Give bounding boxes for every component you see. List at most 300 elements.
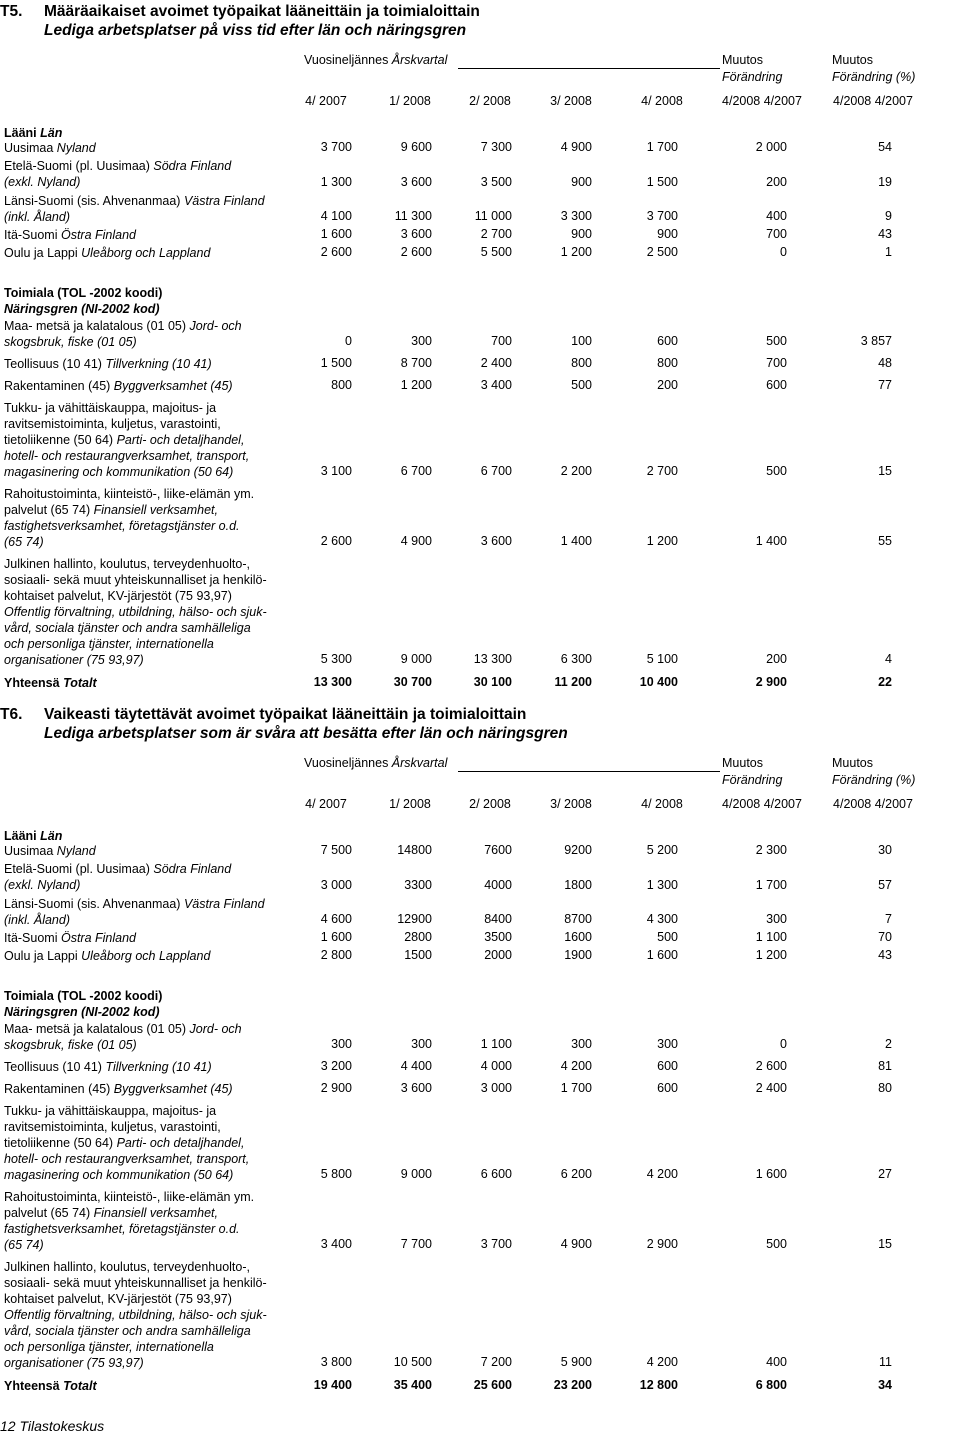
region-row-2-label-fi: Etelä-Suomi (pl. Uusimaa): [4, 159, 154, 173]
header-change-pct-sv: Förändring (%): [832, 70, 916, 84]
region-row-2-col4: 900: [571, 174, 592, 189]
region-row-5-label: [4, 948, 294, 964]
region-row-3-col2: 12900: [397, 912, 432, 926]
industry-row-2-col7: 81: [878, 1059, 892, 1073]
region-row-4-col7: 70: [878, 930, 892, 944]
industry-row-3-col3: 3 400: [480, 378, 512, 392]
region-row-4-col3: 3500: [484, 930, 512, 944]
industry-row-6-label-line: [4, 588, 294, 604]
region-row-1-col4: 4 900: [560, 140, 592, 154]
total-row-col2: 35 400: [393, 1378, 432, 1392]
region-row-1-col1: 3 700: [320, 140, 352, 154]
industry-row-1-label-line: [4, 334, 294, 350]
industry-row-6-col1: 5 300: [320, 652, 352, 666]
industry-row-4-label-line: [4, 432, 294, 448]
industry-row-6-label-sv: och personliga tjänster, internationella: [4, 637, 214, 651]
industry-row-5-label-sv: fastighetsverksamhet, företagstjänster o.d.: [4, 519, 240, 533]
industry-row-5-label-line: [4, 1237, 294, 1253]
region-row-2-col7: 19: [878, 174, 892, 189]
industry-row-5-label-fi: palvelut (65 74): [4, 1206, 94, 1220]
industry-row-3-label-line: [4, 1081, 294, 1097]
industry-row-5-label-line: [4, 502, 294, 518]
region-row-3-label-line: [4, 896, 294, 912]
industry-row-2-col3: 2 400: [480, 356, 512, 370]
region-row-3-label: [4, 193, 294, 225]
industry-row-6-label-sv: vård, sociala tjänster och andra samhälleliga: [4, 621, 251, 635]
column-header-1: 4/ 2007: [305, 94, 347, 108]
industry-row-1-col6: 500: [766, 334, 787, 348]
industry-row-5-col6: 500: [766, 1237, 787, 1251]
region-row-2-col4: 1800: [564, 877, 592, 892]
industry-row-5-label-sv: (65 74): [4, 535, 44, 549]
total-fi: Yhteensä: [4, 1379, 64, 1393]
industry-row-2-col5: 600: [657, 1059, 678, 1073]
industry-row-5-label-line: [4, 518, 294, 534]
region-row-1-label-line: [4, 140, 294, 156]
region-row-4-col3: 2 700: [480, 227, 512, 241]
region-row-3-label-fi: Länsi-Suomi (sis. Ahvenanmaa): [4, 193, 184, 208]
region-row-1-label-fi: Uusimaa: [4, 141, 57, 155]
region-row-4-col6: 700: [766, 227, 787, 241]
industry-row-6-label-line: [4, 1339, 294, 1355]
industry-row-6-label-fi: kohtaiset palvelut, KV-järjestöt (75 93,97): [4, 1292, 232, 1306]
region-row-5-col2: 2 600: [400, 245, 432, 259]
industry-row-6-label-line: [4, 1259, 294, 1275]
industry-row-4-col6: 500: [766, 464, 787, 478]
table-number: T5.: [0, 3, 23, 20]
region-row-3-col4: 3 300: [560, 209, 592, 223]
region-row-1-label: [4, 843, 294, 859]
region-row-1-col3: 7600: [484, 843, 512, 857]
region-row-4-col1: 1 600: [320, 930, 352, 944]
region-row-2-label-line: [4, 877, 294, 893]
industry-row-5-label-line: [4, 486, 294, 502]
region-row-5-col5: 1 600: [646, 948, 678, 962]
industry-row-6-col7: 11: [879, 1355, 892, 1369]
industry-row-5-col3: 3 700: [480, 1237, 512, 1251]
industry-row-5-label-line: [4, 534, 294, 550]
industry-row-1-label-sv: skogsbruk, fiske (01 05): [4, 335, 137, 349]
region-row-2-label-sv: Södra Finland: [153, 159, 232, 173]
industry-row-5-label-sv: (65 74): [4, 1238, 44, 1252]
region-row-4-col2: 2800: [404, 930, 432, 944]
region-row-3-col1: 4 600: [320, 912, 352, 926]
region-row-4-col1: 1 600: [320, 227, 352, 241]
table-t6: [0, 703, 960, 1403]
region-row-5-label-line: [4, 245, 294, 261]
industry-row-6-label-fi: kohtaiset palvelut, KV-järjestöt (75 93,97): [4, 589, 232, 603]
total-row-col6: 6 800: [755, 1378, 787, 1392]
industry-row-5-col1: 2 600: [320, 534, 352, 548]
header-change-pct-fi: Muutos: [832, 53, 873, 67]
industry-row-4-label-line: [4, 448, 294, 464]
region-row-1-col2: 9 600: [400, 140, 432, 154]
industry-row-4-label-line: [4, 1103, 294, 1119]
industry-row-1-col3: 1 100: [480, 1037, 512, 1051]
column-header-5: 4/ 2008: [641, 797, 683, 811]
industry-row-4-label-line: [4, 400, 294, 416]
header-change-sv: Förändring: [722, 773, 783, 787]
region-row-2-label: [4, 861, 294, 893]
industry-row-3-label-sv: Byggverksamhet (45): [113, 1082, 233, 1096]
industry-row-4-label-line: [4, 1119, 294, 1135]
total-row-col3: 25 600: [473, 1378, 512, 1392]
industry-row-4-label-fi: tietoliikenne (50 64): [4, 433, 117, 447]
industry-row-4-label-sv: Parti- och detaljhandel,: [116, 1136, 245, 1150]
industry-row-1-col7: 2: [885, 1037, 892, 1051]
region-row-5-col5: 2 500: [646, 245, 678, 259]
section-regions-sv: Län: [40, 829, 63, 843]
industry-row-4-label-line: [4, 1135, 294, 1151]
industry-row-3-col6: 600: [766, 378, 787, 392]
industry-row-2-col6: 700: [766, 356, 787, 370]
total-row-col4: 11 200: [554, 675, 592, 689]
industry-row-6-col2: 9 000: [400, 652, 432, 666]
region-row-2-col1: 1 300: [320, 174, 352, 189]
industry-row-3-label-sv: Byggverksamhet (45): [113, 379, 233, 393]
total-row-col7: 22: [878, 675, 892, 689]
industry-row-4-label-line: [4, 1151, 294, 1167]
region-row-1-col6: 2 300: [755, 843, 787, 857]
total-row-col7: 34: [878, 1378, 892, 1392]
industry-row-3-label: [4, 378, 294, 394]
industry-row-4-label: [4, 400, 294, 480]
region-row-3-col1: 4 100: [320, 209, 352, 223]
header-period-group: [304, 53, 447, 67]
region-row-5-label-line: [4, 948, 294, 964]
region-row-5-col3: 5 500: [480, 245, 512, 259]
industry-row-5-label-sv: fastighetsverksamhet, företagstjänster o.d.: [4, 1222, 240, 1236]
industry-row-5-col5: 2 900: [646, 1237, 678, 1251]
table-subtitle: Lediga arbetsplatser på viss tid efter län och näringsgren: [44, 22, 467, 39]
industry-row-1-col1: 0: [345, 334, 352, 348]
industry-row-3-col6: 2 400: [755, 1081, 787, 1095]
industry-row-4-col7: 15: [878, 464, 892, 478]
section-regions-fi: Lääni: [4, 829, 41, 843]
column-header-2: 1/ 2008: [389, 797, 431, 811]
industry-row-1-label-sv: Jord- och: [189, 319, 242, 333]
region-row-2-label: [4, 158, 294, 190]
industry-row-2-label-sv: Tillverkning (10 41): [105, 357, 212, 371]
industry-row-4-col4: 6 200: [560, 1167, 592, 1181]
region-row-5-label-sv: Uleåborg och Lappland: [81, 246, 211, 260]
region-row-2-col2: 3300: [404, 877, 432, 892]
section-regions-fi: Lääni: [4, 126, 41, 140]
industry-row-4-col4: 2 200: [560, 464, 592, 478]
industry-row-3-col5: 600: [657, 1081, 678, 1095]
section-industries-sv: Näringsgren (NI-2002 kod): [4, 1005, 160, 1019]
industry-row-5-col4: 4 900: [560, 1237, 592, 1251]
column-header-4: 3/ 2008: [550, 797, 592, 811]
total-row-col1: 19 400: [313, 1378, 352, 1392]
column-header-7: 4/2008 4/2007: [833, 94, 913, 108]
industry-row-4-label-sv: magasinering och kommunikation (50 64): [4, 1168, 234, 1182]
header-period-sv: Årskvartal: [391, 756, 448, 770]
section-industries-heading: [4, 988, 294, 1020]
industry-row-3-col3: 3 000: [480, 1081, 512, 1095]
industry-row-4-col5: 2 700: [646, 464, 678, 478]
industry-row-1-label-line: [4, 318, 294, 334]
region-row-2-col2: 3 600: [400, 174, 432, 189]
industry-row-4-label-sv: hotell- och restaurangverksamhet, transport,: [4, 1152, 250, 1166]
section-industries-sv: Näringsgren (NI-2002 kod): [4, 302, 160, 316]
total-fi: Yhteensä: [4, 676, 64, 690]
section-regions-sv: Län: [40, 126, 63, 140]
industry-row-4-col5: 4 200: [646, 1167, 678, 1181]
region-row-4-label: [4, 930, 294, 946]
industry-row-5-col6: 1 400: [755, 534, 787, 548]
region-row-2-label-fi: Etelä-Suomi (pl. Uusimaa): [4, 862, 154, 876]
region-row-4-label-line: [4, 227, 294, 243]
industry-row-2-label-sv: Tillverkning (10 41): [105, 1060, 212, 1074]
region-row-4-col7: 43: [878, 227, 892, 241]
industry-row-5-label-sv: Finansiell verksamhet,: [93, 503, 218, 517]
region-row-3-col7: 7: [885, 912, 892, 926]
column-header-7: 4/2008 4/2007: [833, 797, 913, 811]
industry-row-4-label-line: [4, 1167, 294, 1183]
total-row-col1: 13 300: [313, 675, 352, 689]
total-sv: Totalt: [63, 676, 97, 690]
region-row-5-col2: 1500: [404, 948, 432, 962]
column-header-1: 4/ 2007: [305, 797, 347, 811]
region-row-2-col3: 4000: [484, 877, 512, 892]
industry-row-2-label-fi: Teollisuus (10 41): [4, 1060, 106, 1074]
industry-row-5-col7: 55: [878, 534, 892, 548]
industry-row-5-col3: 3 600: [480, 534, 512, 548]
industry-row-6-label-fi: sosiaali- sekä muut yhteiskunnalliset ja henkilö-: [4, 1276, 267, 1290]
total-row-label: [4, 675, 294, 691]
industry-row-1-col4: 300: [571, 1037, 592, 1051]
region-row-5-col7: 1: [885, 245, 892, 259]
region-row-5-col7: 43: [878, 948, 892, 962]
region-row-3-col5: 3 700: [646, 209, 678, 223]
industry-row-6-label-sv: och personliga tjänster, internationella: [4, 1340, 214, 1354]
industry-row-4-label-fi: ravitsemistoiminta, kuljetus, varastointi,: [4, 1120, 221, 1134]
industry-row-5-col4: 1 400: [560, 534, 592, 548]
industry-row-6-label-line: [4, 572, 294, 588]
region-row-5-label: [4, 245, 294, 261]
region-row-3-label-fi: Länsi-Suomi (sis. Ahvenanmaa): [4, 896, 184, 911]
region-row-4-label-fi: Itä-Suomi: [4, 228, 61, 242]
total-row-col2: 30 700: [393, 675, 432, 689]
industry-row-6-label: [4, 556, 294, 668]
industry-row-6-col3: 7 200: [480, 1355, 512, 1369]
industry-row-6-col3: 13 300: [473, 652, 512, 666]
column-header-6: 4/2008 4/2007: [722, 94, 802, 108]
region-row-3-col3: 8400: [484, 912, 512, 926]
region-row-3-col4: 8700: [564, 912, 592, 926]
industry-row-2-col1: 1 500: [320, 356, 352, 370]
region-row-3-col6: 400: [766, 209, 787, 223]
industry-row-2-col5: 800: [657, 356, 678, 370]
region-row-5-col3: 2000: [484, 948, 512, 962]
industry-row-1-label-fi: Maa- metsä ja kalatalous (01 05): [4, 1022, 190, 1036]
industry-row-5-label-fi: Rahoitustoiminta, kiinteistö-, liike-elämän ym.: [4, 1190, 255, 1204]
industry-row-2-col1: 3 200: [320, 1059, 352, 1073]
industry-row-3-col4: 500: [571, 378, 592, 392]
region-row-4-label-line: [4, 930, 294, 946]
region-row-5-col4: 1 200: [560, 245, 592, 259]
industry-row-1-col2: 300: [411, 1037, 432, 1051]
header-change-pct-fi: Muutos: [832, 756, 873, 770]
industry-row-5-label-fi: palvelut (65 74): [4, 503, 94, 517]
industry-row-1-label-fi: Maa- metsä ja kalatalous (01 05): [4, 319, 190, 333]
total-row-label: [4, 1378, 294, 1394]
region-row-4-col5: 900: [657, 227, 678, 241]
region-row-3-label-sv: (inkl. Åland): [4, 209, 70, 224]
industry-row-1-col2: 300: [411, 334, 432, 348]
region-row-1-label-line: [4, 843, 294, 859]
industry-row-1-col5: 600: [657, 334, 678, 348]
header-change-fi: Muutos: [722, 756, 763, 770]
industry-row-2-label-line: [4, 1059, 294, 1075]
total-row-col4: 23 200: [553, 1378, 592, 1392]
section-industries-fi: Toimiala (TOL -2002 koodi): [4, 989, 163, 1003]
industry-row-1-label: [4, 1021, 294, 1053]
industry-row-3-col4: 1 700: [560, 1081, 592, 1095]
region-row-5-col6: 1 200: [755, 948, 787, 962]
industry-row-6-label-line: [4, 1307, 294, 1323]
region-row-3-label-sv: Västra Finland: [183, 896, 265, 911]
industry-row-5-label-sv: Finansiell verksamhet,: [93, 1206, 218, 1220]
industry-row-6-label-line: [4, 1291, 294, 1307]
region-row-4-col5: 500: [657, 930, 678, 944]
total-row-col5: 12 800: [639, 1378, 678, 1392]
industry-row-6-label-line: [4, 556, 294, 572]
column-header-2: 1/ 2008: [389, 94, 431, 108]
industry-row-6-col2: 10 500: [393, 1355, 432, 1369]
industry-row-6-label-sv: organisationer (75 93,97): [4, 1356, 144, 1370]
industry-row-4-col7: 27: [878, 1167, 892, 1181]
region-row-2-col6: 1 700: [755, 877, 787, 892]
region-row-2-label-line: [4, 158, 294, 174]
industry-row-3-col7: 80: [878, 1081, 892, 1095]
industry-row-1-col7: 3 857: [860, 334, 892, 348]
industry-row-4-col2: 6 700: [400, 464, 432, 478]
industry-row-4-col3: 6 700: [480, 464, 512, 478]
industry-row-4-col3: 6 600: [480, 1167, 512, 1181]
region-row-4-col6: 1 100: [755, 930, 787, 944]
region-row-3-label-line: [4, 209, 294, 225]
industry-row-4-col1: 3 100: [320, 464, 352, 478]
industry-row-2-col4: 800: [571, 356, 592, 370]
industry-row-3-label: [4, 1081, 294, 1097]
industry-row-6-col4: 6 300: [560, 652, 592, 666]
industry-row-5-col1: 3 400: [320, 1237, 352, 1251]
page-footer: 12 Tilastokeskus: [0, 1418, 105, 1434]
industry-row-6-label-line: [4, 1323, 294, 1339]
region-row-2-col5: 1 300: [646, 877, 678, 892]
column-header-5: 4/ 2008: [641, 94, 683, 108]
region-row-3-label-line: [4, 193, 294, 209]
industry-row-5-col2: 4 900: [400, 534, 432, 548]
region-row-1-col4: 9200: [564, 843, 592, 857]
total-row-col6: 2 900: [755, 675, 787, 689]
table-t5: [0, 0, 960, 700]
region-row-2-label-sv: (exkl. Nyland): [4, 878, 81, 892]
region-row-2-label-sv: (exkl. Nyland): [4, 175, 81, 189]
region-row-2-label-line: [4, 174, 294, 190]
column-header-3: 2/ 2008: [469, 94, 511, 108]
region-row-3-label-line: [4, 912, 294, 928]
industry-row-4-label-sv: Parti- och detaljhandel,: [116, 433, 245, 447]
industry-row-1-col1: 300: [331, 1037, 352, 1051]
column-header-4: 3/ 2008: [550, 94, 592, 108]
region-row-3-col7: 9: [885, 209, 892, 223]
total-row-col5: 10 400: [639, 675, 678, 689]
region-row-5-col6: 0: [780, 245, 787, 259]
industry-row-2-label: [4, 356, 294, 372]
column-header-6: 4/2008 4/2007: [722, 797, 802, 811]
section-industries-fi: Toimiala (TOL -2002 koodi): [4, 286, 163, 300]
industry-row-4-col1: 5 800: [320, 1167, 352, 1181]
industry-row-4-col6: 1 600: [755, 1167, 787, 1181]
region-row-2-col3: 3 500: [480, 174, 512, 189]
region-row-2-col5: 1 500: [646, 174, 678, 189]
header-period-fi: Vuosineljännes: [304, 53, 392, 67]
region-row-1-col3: 7 300: [480, 140, 512, 154]
region-row-1-col5: 5 200: [646, 843, 678, 857]
industry-row-6-col5: 4 200: [646, 1355, 678, 1369]
region-row-4-label-sv: Östra Finland: [60, 228, 136, 242]
region-row-1-col5: 1 700: [646, 140, 678, 154]
header-period-underline: [458, 68, 720, 69]
industry-row-1-col4: 100: [571, 334, 592, 348]
industry-row-4-label-fi: ravitsemistoiminta, kuljetus, varastointi,: [4, 417, 221, 431]
industry-row-2-col3: 4 000: [480, 1059, 512, 1073]
region-row-3-label-sv: Västra Finland: [183, 193, 265, 208]
region-row-3-col6: 300: [766, 912, 787, 926]
industry-row-1-label-sv: skogsbruk, fiske (01 05): [4, 1038, 137, 1052]
header-change-fi: Muutos: [722, 53, 763, 67]
industry-row-5-label-line: [4, 1205, 294, 1221]
region-row-2-col7: 57: [878, 877, 892, 892]
region-row-5-label-fi: Oulu ja Lappi: [4, 949, 82, 963]
industry-row-6-col4: 5 900: [560, 1355, 592, 1369]
header-change-pct-sv: Förändring (%): [832, 773, 916, 787]
region-row-4-col2: 3 600: [400, 227, 432, 241]
header-period-sv: Årskvartal: [391, 53, 448, 67]
industry-row-5-col2: 7 700: [400, 1237, 432, 1251]
industry-row-6-label-fi: Julkinen hallinto, koulutus, terveydenhuolto-,: [4, 1260, 250, 1274]
industry-row-2-col4: 4 200: [560, 1059, 592, 1073]
header-change-sv: Förändring: [722, 70, 783, 84]
industry-row-1-col6: 0: [780, 1037, 787, 1051]
region-row-1-label-fi: Uusimaa: [4, 844, 57, 858]
header-period-group: [304, 756, 447, 770]
region-row-5-label-sv: Uleåborg och Lappland: [81, 949, 211, 963]
industry-row-1-col3: 700: [491, 334, 512, 348]
industry-row-3-col7: 77: [878, 378, 892, 392]
industry-row-4-label-line: [4, 416, 294, 432]
industry-row-6-col6: 200: [766, 652, 787, 666]
region-row-1-label-sv: Nyland: [56, 141, 96, 155]
column-header-3: 2/ 2008: [469, 797, 511, 811]
industry-row-6-label: [4, 1259, 294, 1371]
total-row-col3: 30 100: [473, 675, 512, 689]
industry-row-6-label-line: [4, 604, 294, 620]
industry-row-4-label-fi: Tukku- ja vähittäiskauppa, majoitus- ja: [4, 401, 217, 415]
industry-row-2-label: [4, 1059, 294, 1075]
region-row-3-label: [4, 896, 294, 928]
industry-row-6-label-line: [4, 636, 294, 652]
industry-row-5-label-line: [4, 1189, 294, 1205]
industry-row-2-col6: 2 600: [755, 1059, 787, 1073]
industry-row-6-label-sv: Offentlig förvaltning, utbildning, hälso- och sjuk-: [4, 1308, 267, 1322]
region-row-5-col4: 1900: [564, 948, 592, 962]
industry-row-5-label: [4, 486, 294, 550]
industry-row-3-col1: 2 900: [320, 1081, 352, 1095]
